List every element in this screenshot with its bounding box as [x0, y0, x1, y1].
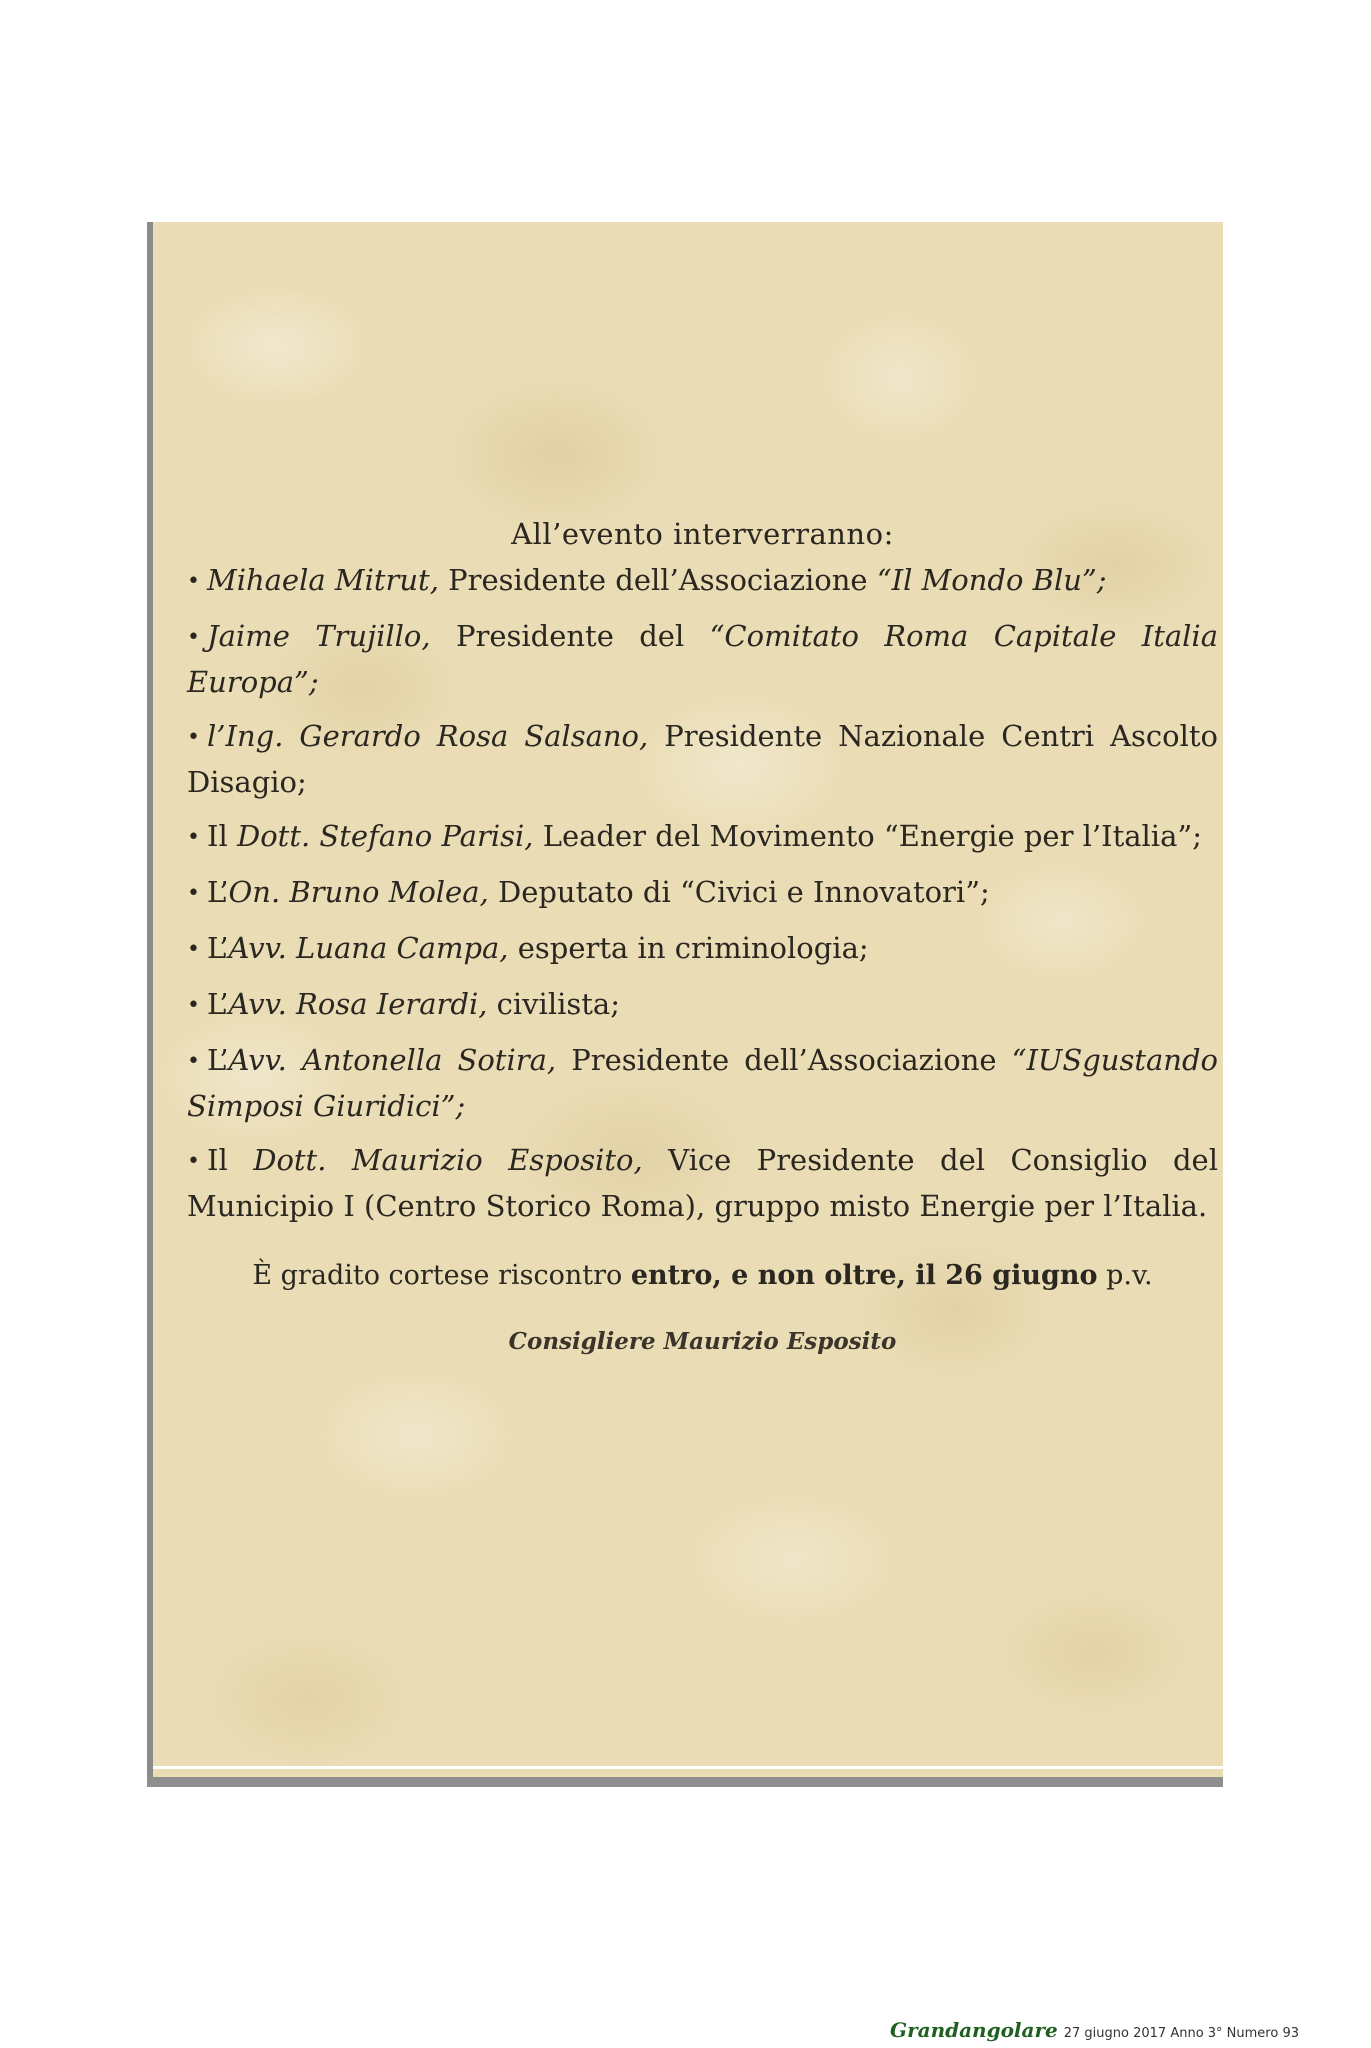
speaker-item	[187, 870, 1218, 916]
speaker-name: l’Ing. Gerardo Rosa Salsano,	[207, 719, 649, 753]
speaker-role: Presidente Nazionale Centri Ascolto Disagio;	[187, 719, 1218, 799]
speaker-prefix: Il	[207, 1143, 254, 1177]
speaker-item	[187, 982, 1218, 1028]
speaker-name: Avv. Antonella Sotira,	[228, 1043, 557, 1077]
bullet-icon: •	[187, 725, 200, 750]
rsvp-suffix: p.v.	[1097, 1260, 1153, 1291]
bullet-icon: •	[187, 993, 200, 1018]
bullet-icon: •	[187, 1049, 200, 1074]
invitation-content	[187, 512, 1218, 1364]
rsvp-note	[187, 1254, 1218, 1298]
speaker-role: Presidente dell’Associazione	[556, 1043, 1012, 1077]
invitation-heading: All’evento interverranno:	[511, 517, 894, 551]
speaker-name: Dott. Stefano Parisi,	[236, 819, 534, 853]
speaker-item	[187, 814, 1218, 860]
speaker-role: Leader del Movimento “Energie per l’Italia”;	[533, 819, 1202, 853]
speaker-prefix: Il	[207, 819, 237, 853]
bullet-icon: •	[187, 1149, 200, 1174]
speaker-name: Avv. Luana Campa,	[228, 931, 509, 965]
bullet-icon: •	[187, 625, 200, 650]
speaker-prefix: L’	[207, 875, 229, 909]
page-footer	[890, 2018, 1299, 2042]
speaker-role: Vice Presidente del Consiglio del Municipio I (Centro Storico Roma), gruppo misto Energie per l’Italia.	[187, 1143, 1218, 1223]
speaker-item	[187, 558, 1218, 604]
speaker-item	[187, 1038, 1218, 1128]
rsvp-text: È gradito cortese riscontro	[252, 1260, 631, 1291]
speaker-name: On. Bruno Molea,	[228, 875, 489, 909]
bullet-icon: •	[187, 937, 200, 962]
speaker-item	[187, 714, 1218, 804]
speaker-prefix: L’	[207, 1043, 229, 1077]
speaker-org: “Comitato Roma Capitale Italia Europa”;	[187, 619, 1218, 699]
speaker-role: Presidente del	[430, 619, 710, 653]
invitation-panel	[147, 222, 1223, 1787]
speaker-org: “Il Mondo Blu”;	[876, 563, 1107, 597]
speaker-org: “IUSgustando Simposi Giuridici”;	[187, 1043, 1218, 1123]
speaker-role: Presidente dell’Associazione	[438, 563, 877, 597]
issue-info: 27 giugno 2017 Anno 3° Numero 93	[1063, 2026, 1299, 2041]
speaker-name: Avv. Rosa Ierardi,	[228, 987, 488, 1021]
speaker-name: Jaime Trujillo,	[207, 619, 431, 653]
publication-name: Grandangolare	[890, 2018, 1058, 2042]
speaker-item	[187, 614, 1218, 704]
panel-divider	[153, 1766, 1223, 1769]
rsvp-deadline: entro, e non oltre, il 26 giugno	[630, 1260, 1098, 1291]
speaker-role: civilista;	[487, 987, 620, 1021]
speaker-item	[187, 1138, 1218, 1228]
bullet-icon: •	[187, 825, 200, 850]
signature: Consigliere Maurizio Esposito	[508, 1328, 897, 1355]
speaker-name: Mihaela Mitrut,	[207, 563, 439, 597]
speaker-prefix: L’	[207, 931, 229, 965]
bullet-icon: •	[187, 569, 200, 594]
speaker-name: Dott. Maurizio Esposito,	[253, 1143, 643, 1177]
speaker-role: Deputato di “Civici e Innovatori”;	[488, 875, 990, 909]
speaker-role: esperta in criminologia;	[508, 931, 869, 965]
bullet-icon: •	[187, 881, 200, 906]
speaker-item	[187, 926, 1218, 972]
speaker-prefix: L’	[207, 987, 229, 1021]
